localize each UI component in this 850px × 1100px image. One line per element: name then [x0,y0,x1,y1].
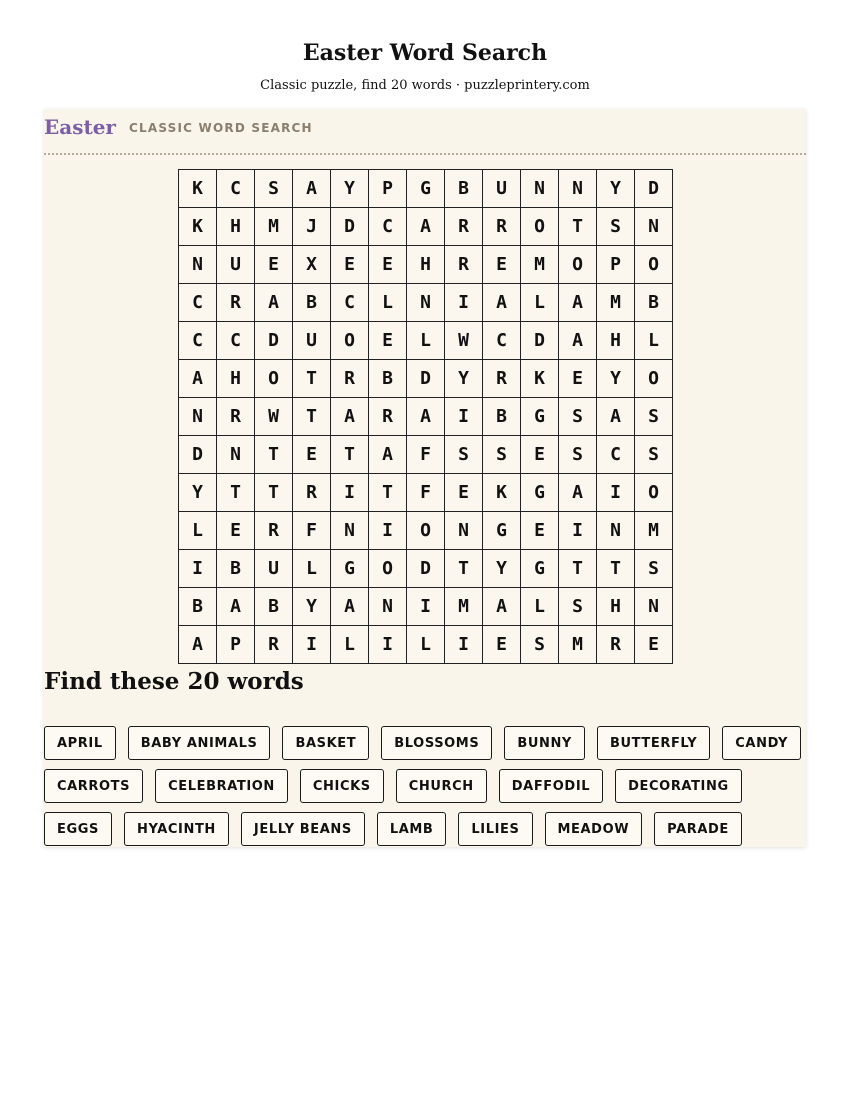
grid-cell[interactable]: I [293,626,331,664]
card-header [44,109,806,155]
grid-cell[interactable]: Y [483,550,521,588]
word-list [44,726,814,846]
grid-cell[interactable]: O [559,246,597,284]
grid-cell[interactable]: R [483,208,521,246]
grid-cell[interactable]: R [369,398,407,436]
grid-cell[interactable]: L [407,322,445,360]
letter-grid [178,169,673,664]
grid-cell[interactable]: C [179,284,217,322]
grid-cell[interactable]: A [331,588,369,626]
grid-cell[interactable]: A [369,436,407,474]
grid-cell[interactable]: E [331,246,369,284]
grid-cell[interactable]: L [635,322,673,360]
word-chip[interactable]: PARADE [654,812,742,846]
grid-cell[interactable]: L [293,550,331,588]
grid-cell[interactable]: C [369,208,407,246]
grid-cell[interactable]: G [483,512,521,550]
grid-cell[interactable]: B [179,588,217,626]
grid-cell[interactable]: D [331,208,369,246]
grid-cell[interactable]: A [597,398,635,436]
grid-cell[interactable]: O [407,512,445,550]
grid-cell[interactable]: T [331,436,369,474]
grid-cell[interactable]: B [255,588,293,626]
word-chip[interactable]: CHICKS [300,769,384,803]
grid-cell[interactable]: M [559,626,597,664]
grid-cell[interactable]: R [445,246,483,284]
grid-cell[interactable]: G [331,550,369,588]
grid-cell[interactable]: C [217,170,255,208]
grid-cell[interactable]: K [483,474,521,512]
grid-cell[interactable]: E [369,322,407,360]
grid-cell[interactable]: A [293,170,331,208]
grid-cell[interactable]: M [445,588,483,626]
grid-cell[interactable]: O [635,246,673,284]
grid-cell[interactable]: Y [597,360,635,398]
grid-cell[interactable]: S [635,550,673,588]
grid-cell[interactable]: R [255,512,293,550]
word-chip[interactable]: DECORATING [615,769,742,803]
grid-cell[interactable]: D [407,360,445,398]
grid-cell[interactable]: L [179,512,217,550]
grid-cell[interactable]: L [331,626,369,664]
grid-cell[interactable]: E [521,512,559,550]
brand-title: Easter [44,115,116,139]
grid-cell[interactable]: E [217,512,255,550]
grid-cell[interactable]: K [179,170,217,208]
grid-cell[interactable]: I [369,626,407,664]
grid-cell[interactable]: F [407,474,445,512]
grid-cell[interactable]: N [179,398,217,436]
grid-cell[interactable]: D [521,322,559,360]
grid-cell[interactable]: S [521,626,559,664]
grid-cell[interactable]: H [407,246,445,284]
grid-cell[interactable]: W [445,322,483,360]
grid-cell[interactable]: R [255,626,293,664]
grid-cell[interactable]: B [369,360,407,398]
grid-cell[interactable]: I [445,398,483,436]
grid-cell[interactable]: A [179,626,217,664]
grid-cell[interactable]: L [521,284,559,322]
grid-cell[interactable]: O [635,360,673,398]
grid-cell[interactable]: S [445,436,483,474]
word-chip[interactable]: CANDY [722,726,801,760]
word-chip[interactable]: CARROTS [44,769,143,803]
grid-cell[interactable]: T [369,474,407,512]
grid-cell[interactable]: N [597,512,635,550]
grid-cell[interactable]: S [559,588,597,626]
word-chip[interactable]: BUNNY [504,726,585,760]
grid-cell[interactable]: I [597,474,635,512]
grid-cell[interactable]: O [331,322,369,360]
grid-cell[interactable]: M [255,208,293,246]
grid-cell[interactable]: E [369,246,407,284]
grid-cell[interactable]: D [179,436,217,474]
grid-cell[interactable]: E [559,360,597,398]
grid-cell[interactable]: G [521,398,559,436]
grid-cell[interactable]: S [635,436,673,474]
word-chip[interactable]: BABY ANIMALS [128,726,271,760]
grid-cell[interactable]: L [521,588,559,626]
grid-cell[interactable]: P [597,246,635,284]
grid-cell[interactable]: R [217,398,255,436]
grid-cell[interactable]: B [217,550,255,588]
grid-cell[interactable]: N [445,512,483,550]
grid-cell[interactable]: U [255,550,293,588]
grid-cell[interactable]: A [179,360,217,398]
grid-cell[interactable]: T [255,436,293,474]
word-chip[interactable]: LAMB [377,812,447,846]
word-chip[interactable]: APRIL [44,726,116,760]
grid-cell[interactable]: Y [597,170,635,208]
grid-cell[interactable]: E [445,474,483,512]
grid-cell[interactable]: O [255,360,293,398]
grid-cell[interactable]: X [293,246,331,284]
grid-cell[interactable]: M [635,512,673,550]
grid-cell[interactable]: H [597,588,635,626]
grid-cell[interactable]: R [217,284,255,322]
grid-cell[interactable]: C [217,322,255,360]
word-chip[interactable]: HYACINTH [124,812,229,846]
grid-cell[interactable]: B [445,170,483,208]
grid-cell[interactable]: S [559,398,597,436]
grid-cell[interactable]: I [369,512,407,550]
grid-cell[interactable]: C [597,436,635,474]
grid-cell[interactable]: I [559,512,597,550]
grid-cell[interactable]: R [331,360,369,398]
grid-cell[interactable]: N [559,170,597,208]
grid-cell[interactable]: E [255,246,293,284]
grid-cell[interactable]: T [597,550,635,588]
brand-tag: CLASSIC WORD SEARCH [129,121,313,135]
grid-cell[interactable]: T [293,398,331,436]
grid-cell[interactable]: Y [293,588,331,626]
grid-cell[interactable]: N [179,246,217,284]
word-chip[interactable]: MEADOW [545,812,643,846]
grid-cell[interactable]: T [255,474,293,512]
grid-cell[interactable]: R [445,208,483,246]
grid-cell[interactable]: W [255,398,293,436]
grid-cell[interactable]: A [483,588,521,626]
grid-cell[interactable]: I [407,588,445,626]
grid-cell[interactable]: P [217,626,255,664]
grid-cell[interactable]: A [407,398,445,436]
grid-cell[interactable]: U [217,246,255,284]
grid-cell[interactable]: S [483,436,521,474]
grid-cell[interactable]: Y [445,360,483,398]
puzzle-card [44,109,806,847]
grid-cell[interactable]: A [407,208,445,246]
grid-cell[interactable]: N [635,208,673,246]
grid-cell[interactable]: A [217,588,255,626]
word-chip[interactable]: CHURCH [396,769,487,803]
grid-cell[interactable]: J [293,208,331,246]
grid-cell[interactable]: E [293,436,331,474]
page-subtitle: Classic puzzle, find 20 words · puzzleprintery.com [260,78,590,93]
grid-cell[interactable]: K [521,360,559,398]
word-chip[interactable]: BASKET [282,726,369,760]
grid-cell[interactable]: I [445,626,483,664]
grid-cell[interactable]: Y [179,474,217,512]
grid-cell[interactable]: E [483,246,521,284]
grid-cell[interactable]: R [293,474,331,512]
grid-cell[interactable]: A [559,322,597,360]
grid-cell[interactable]: I [179,550,217,588]
grid-cell[interactable]: L [369,284,407,322]
grid-cell[interactable]: H [217,360,255,398]
grid-cell[interactable]: T [445,550,483,588]
grid-cell[interactable]: T [217,474,255,512]
word-chip[interactable]: EGGS [44,812,112,846]
grid-cell[interactable]: Y [331,170,369,208]
grid-cell[interactable]: O [635,474,673,512]
grid-cell[interactable]: N [369,588,407,626]
grid-cell[interactable]: G [407,170,445,208]
grid-cell[interactable]: R [483,360,521,398]
grid-cell[interactable]: D [635,170,673,208]
grid-cell[interactable]: E [521,436,559,474]
grid-cell[interactable]: B [483,398,521,436]
word-list-heading: Find these 20 words [44,668,304,695]
grid-cell[interactable]: S [559,436,597,474]
grid-cell[interactable]: N [521,170,559,208]
grid-cell[interactable]: A [255,284,293,322]
grid-cell[interactable]: A [331,398,369,436]
grid-cell[interactable]: E [635,626,673,664]
grid-cell[interactable]: D [255,322,293,360]
grid-cell[interactable]: U [483,170,521,208]
grid-cell[interactable]: G [521,550,559,588]
grid-cell[interactable]: E [483,626,521,664]
grid-cell[interactable]: U [293,322,331,360]
grid-cell[interactable]: F [293,512,331,550]
grid-cell[interactable]: T [559,550,597,588]
grid-cell[interactable]: G [521,474,559,512]
grid-cell[interactable]: N [217,436,255,474]
grid-cell[interactable]: B [635,284,673,322]
grid-cell[interactable]: L [407,626,445,664]
grid-cell[interactable]: C [483,322,521,360]
grid-cell[interactable]: O [521,208,559,246]
grid-cell[interactable]: P [369,170,407,208]
grid-cell[interactable]: A [559,474,597,512]
grid-cell[interactable]: N [635,588,673,626]
grid-cell[interactable]: D [407,550,445,588]
grid-cell[interactable]: C [331,284,369,322]
word-chip[interactable]: BLOSSOMS [381,726,492,760]
grid-cell[interactable]: H [217,208,255,246]
grid-cell[interactable]: N [331,512,369,550]
grid-cell[interactable]: I [331,474,369,512]
grid-cell[interactable]: N [407,284,445,322]
grid-cell[interactable]: S [635,398,673,436]
grid-cell[interactable]: M [521,246,559,284]
grid-cell[interactable]: R [597,626,635,664]
word-chip[interactable]: DAFFODIL [499,769,603,803]
grid-cell[interactable]: S [255,170,293,208]
word-chip[interactable]: BUTTERFLY [597,726,710,760]
grid-cell[interactable]: T [293,360,331,398]
word-chip[interactable]: JELLY BEANS [241,812,365,846]
grid-cell[interactable]: F [407,436,445,474]
word-chip[interactable]: CELEBRATION [155,769,288,803]
grid-cell[interactable]: M [597,284,635,322]
grid-cell[interactable]: A [559,284,597,322]
grid-cell[interactable]: O [369,550,407,588]
grid-cell[interactable]: C [179,322,217,360]
grid-cell[interactable]: H [597,322,635,360]
word-chip[interactable]: LILIES [458,812,532,846]
grid-cell[interactable]: A [483,284,521,322]
grid-cell[interactable]: K [179,208,217,246]
grid-cell[interactable]: T [559,208,597,246]
grid-cell[interactable]: S [597,208,635,246]
grid-cell[interactable]: B [293,284,331,322]
grid-cell[interactable]: I [445,284,483,322]
page-title: Easter Word Search [302,40,548,66]
